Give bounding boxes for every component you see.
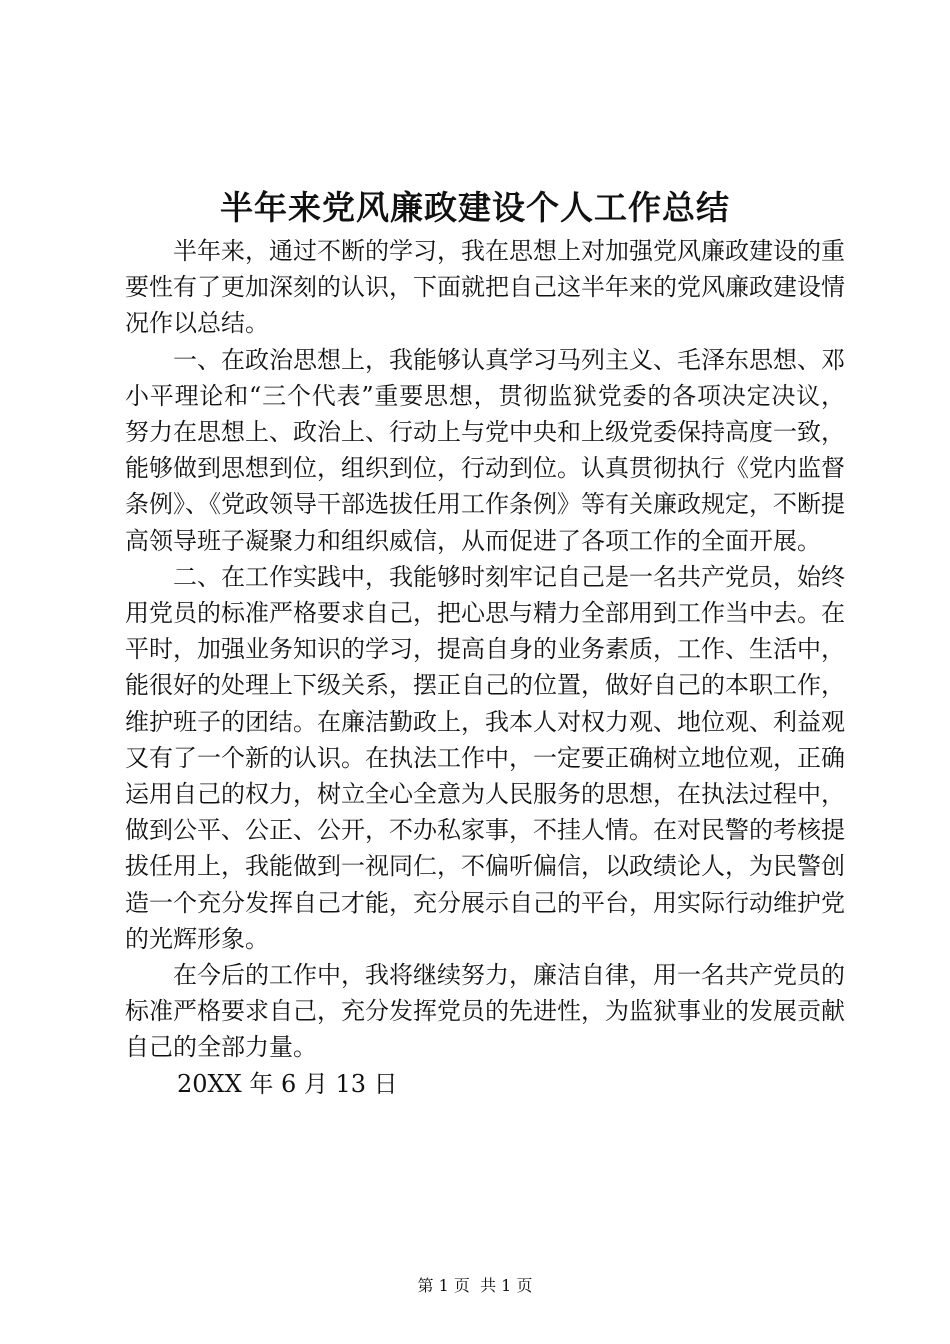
document-body: [125, 233, 845, 1102]
page-footer: [0, 1276, 950, 1296]
document-date: 20XX 年 6 月 13 日: [177, 1069, 398, 1098]
paragraph-intro: 半年来，通过不断的学习，我在思想上对加强党风廉政建设的重要性有了更加深刻的认识，下面就把自己这半年来的党风廉政建设情况作以总结。: [125, 237, 845, 338]
page-number-label: 第 1 页 共 1 页: [417, 1276, 533, 1295]
paragraph-political-thought: 一、在政治思想上，我能够认真学习马列主义、毛泽东思想、邓小平理论和“三个代表”重要思想，贯彻监狱党委的各项决定决议，努力在思想上、政治上、行动上与党中央和上级党委保持高度一致，能够做到思想到位，组织到位，行动到位。认真贯彻执行《党内监督条例》、《党政领导干部选拔任用工作条例》等有关廉政规定，不断提高领导班子凝聚力和组织威信，从而促进了各项工作的全面开展。: [125, 345, 845, 555]
paragraph-work-practice: 二、在工作实践中，我能够时刻牢记自己是一名共产党员，始终用党员的标准严格要求自己，把心思与精力全部用到工作当中去。在平时，加强业务知识的学习，提高自身的业务素质，工作、生活中，能很好的处理上下级关系，摆正自己的位置，做好自己的本职工作，维护班子的团结。在廉洁勤政上，我本人对权力观、地位观、利益观又有了一个新的认识。在执法工作中，一定要正确树立地位观，正确运用自己的权力，树立全心全意为人民服务的思想，在执法过程中，做到公平、公正、公开，不办私家事，不挂人情。在对民警的考核提拔任用上，我能做到一视同仁，不偏听偏信，以政绩论人，为民警创造一个充分发挥自己才能，充分展示自己的平台，用实际行动维护党的光辉形象。: [125, 562, 845, 953]
paragraph-future-work: 在今后的工作中，我将继续努力，廉洁自律，用一名共产党员的标准严格要求自己，充分发挥党员的先进性，为监狱事业的发展贡献自己的全部力量。: [125, 961, 845, 1062]
document-title: 半年来党风廉政建设个人工作总结: [220, 188, 730, 227]
